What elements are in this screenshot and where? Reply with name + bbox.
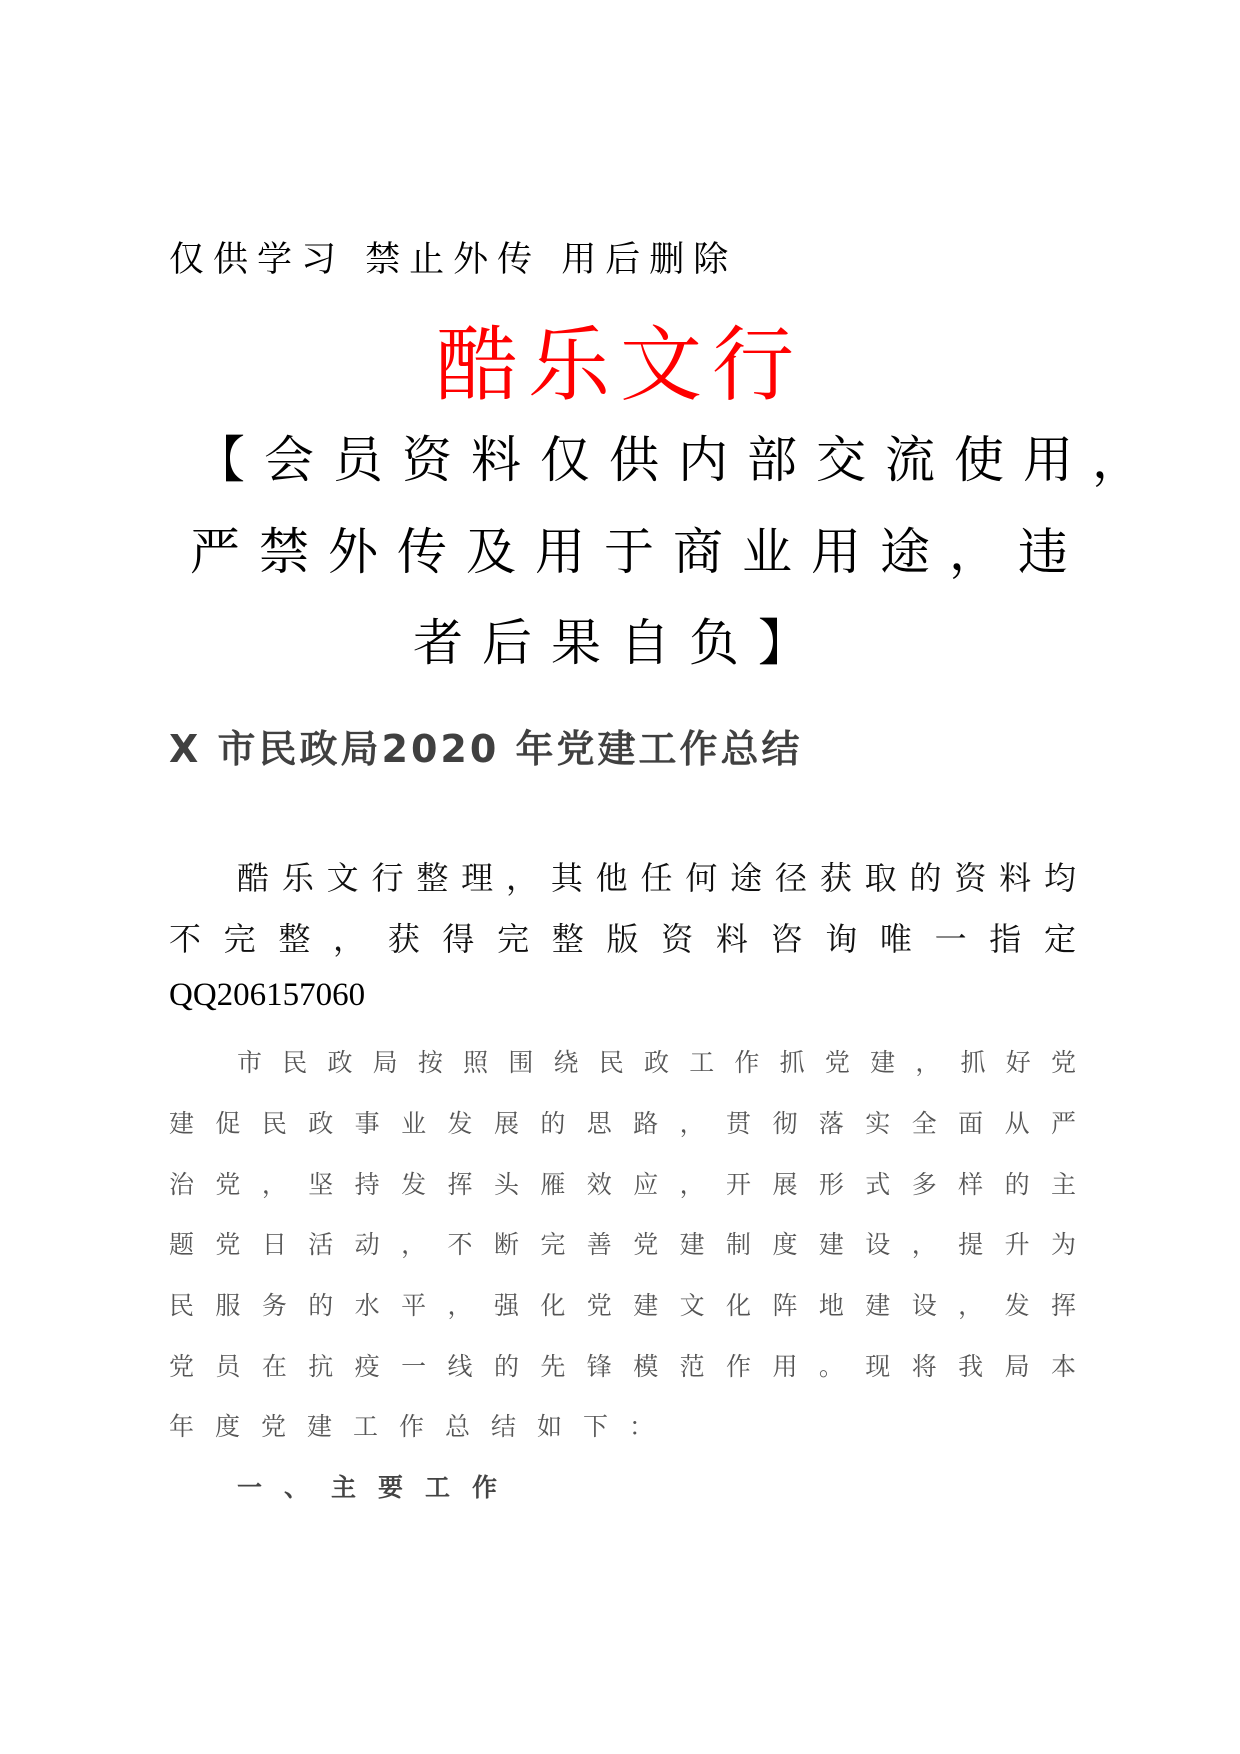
body-line: 党员在抗疫一线的先锋模范作用。现将我局本 <box>169 1352 1076 1381</box>
body-line: 建促民政事业发展的思路，贯彻落实全面从严 <box>169 1109 1076 1138</box>
section-heading: 一、主要工作 <box>237 1473 520 1502</box>
qq-contact: QQ206157060 <box>169 977 366 1013</box>
body-line: 市民政局按照围绕民政工作抓党建，抓好党 <box>237 1048 1076 1077</box>
usage-notice: 仅供学习 禁止外传 用后删除 <box>169 240 738 280</box>
brand-title: 酷乐文行 <box>435 318 804 413</box>
warning-line-3: 者后果自负】 <box>413 614 827 672</box>
intro-line-2: 不完整，获得完整版资料咨询唯一指定 <box>169 920 1076 958</box>
intro-line-1: 酷乐文行整理，其他任何途径获取的资料均 <box>237 859 1076 897</box>
body-line: 民服务的水平，强化党建文化阵地建设，发挥 <box>169 1291 1076 1320</box>
warning-line-2: 严禁外传及用于商业用途，违 <box>190 523 1087 581</box>
body-line: 治党，坚持发挥头雁效应，开展形式多样的主 <box>169 1170 1076 1199</box>
body-line: 题党日活动，不断完善党建制度建设，提升为 <box>169 1230 1076 1259</box>
body-line: 年度党建工作总结如下： <box>169 1412 676 1441</box>
document-title: X 市民政局2020 年党建工作总结 <box>169 727 803 771</box>
warning-line-1: 【会员资料仅供内部交流使用， <box>195 431 1161 489</box>
